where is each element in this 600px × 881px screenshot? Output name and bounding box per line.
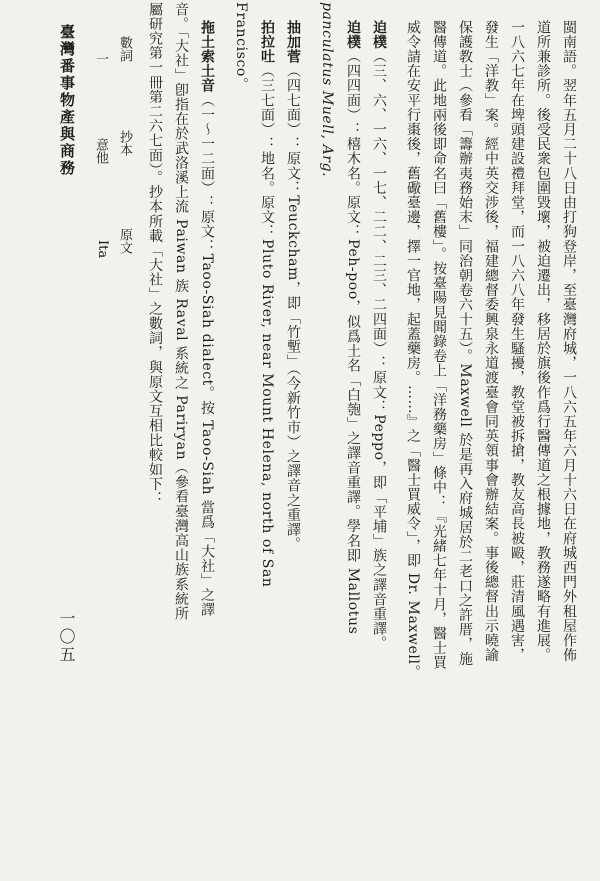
entry-term: 拍拉吐 xyxy=(259,20,275,64)
text-column: Francisco。 xyxy=(233,2,249,92)
glossary-entry: 拖土索土音（一～一二面）：原文：Taoo-Siah dialect。按 Taoo-Siah 當爲「大社」之譯 xyxy=(199,20,215,618)
glossary-entry: 迫樸（三、六、一六、一七、二二、二三、二四面）：原文：Peppo，即「平埔」族之譯音重譯。 xyxy=(371,20,387,651)
text-column: 威令請在安平行棗後，舊礮臺邊，擇一官地，起蓋藥房。……』之「醫士買威令」，即 Dr. Maxwell。 xyxy=(405,20,421,680)
entry-term: 抽加菅 xyxy=(285,20,301,64)
text-column: 道所兼診所。後受民衆包圍毀壞，被迫遷出，移居於旗後作爲行醫傳道之根據地，教務遂略有進展。 xyxy=(535,20,551,663)
running-head: 臺灣番事物產與商務 xyxy=(58,24,76,177)
vocab-cell-numeral: 一 xyxy=(93,52,108,65)
entry-term: 拖土索土音 xyxy=(199,20,215,93)
glossary-entry: 拍拉吐（三七面）：地名。原文：Pluto River, near Mount Helena, north of San xyxy=(259,20,275,588)
text-column: 發生「洋教」案。經中英交涉後，福建總督委興泉永道渡臺會同英領事會辦結案。事後總督出示曉諭 xyxy=(483,20,499,663)
text-column: 一八六七年在埤頭建設禮拜堂，而一八六八年發生騷擾，教堂被拆搶，教友高長被毆，莊清風遇害， xyxy=(509,20,525,663)
page-number: 一〇五 xyxy=(57,610,76,664)
glossary-entry: 迫樸（四四面）：橲木名。原文：Peh-poo，似爲土名「白匏」之譯音重譯。學名即 Mallotus xyxy=(345,20,361,635)
text-column: 閩南語。翌年五月二十八日由打狗登岸，至臺灣府城，一八六五年六月十六日在府城西門外租屋作佈 xyxy=(561,20,577,663)
text-column: 保護教士（參看「籌辦夷務始末」同治朝卷六十五）。Maxwell 於是再入府城居於二老口之許厝，施 xyxy=(457,20,473,667)
vocab-header-numeral: 數詞 xyxy=(117,36,132,62)
text-column: panculatus Muell, Arg. xyxy=(319,2,335,178)
vocab-header-manuscript: 抄本 xyxy=(117,130,132,156)
text-column: 音。「大社」卽指在於武洛溪上流 Paiwan 族 Raval 系統之 Pariryan（參看臺灣高山族系統所 xyxy=(173,2,189,621)
text-column: 屬研究第一冊第二六七面）。抄本所載「大社」之數詞，與原文互相比較如下： xyxy=(147,2,163,506)
entry-term: 迫樸 xyxy=(345,20,361,50)
glossary-entry: 抽加菅（四七面）：原文：Teuckcham，即「竹塹」（今新竹市）之譯音之重譯。 xyxy=(285,20,301,552)
text-column: 醫傳道。此地兩後即命名曰「舊樓」。按臺陽見聞錄卷上「洋務藥房」條中：『光緒七年十月，醫士買 xyxy=(431,20,447,670)
vocab-cell-original: Ita xyxy=(95,240,110,259)
vocab-header-original: 原文 xyxy=(117,228,132,254)
entry-term: 迫樸 xyxy=(371,20,387,50)
vocab-cell-manuscript: 意他 xyxy=(93,138,108,164)
